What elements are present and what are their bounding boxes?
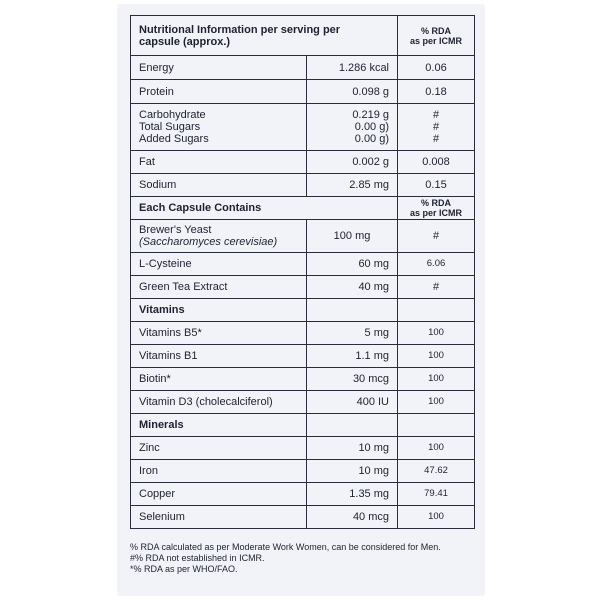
section-title: Vitamins: [131, 299, 307, 322]
nutrition-table: [130, 15, 475, 529]
footnotes: [130, 542, 480, 575]
nutrient-rda: 0.18: [398, 80, 475, 104]
rda-header: % RDA as per ICMR: [398, 197, 475, 220]
vitamin-name: Vitamins B1: [131, 345, 307, 368]
ingredient-value: 40 mg: [307, 276, 398, 299]
table-row: [131, 506, 475, 529]
table-row: [131, 253, 475, 276]
section-header-row: [131, 197, 475, 220]
mineral-rda: 100: [398, 437, 475, 460]
nutrient-rda: 0.06: [398, 56, 475, 80]
nutrient-rda: 0.008: [398, 151, 475, 174]
table-row: [131, 460, 475, 483]
mineral-value: 40 mcg: [307, 506, 398, 529]
vitamin-rda: 100: [398, 391, 475, 414]
ingredient-value: 100 mg: [307, 220, 398, 253]
section-header-row: [131, 414, 475, 437]
nutrient-name: Sodium: [131, 174, 307, 197]
ingredient-name: Green Tea Extract: [131, 276, 307, 299]
mineral-name: Selenium: [131, 506, 307, 529]
vitamin-value: 5 mg: [307, 322, 398, 345]
footnote: #% RDA not established in ICMR.: [130, 553, 265, 563]
table-row: [131, 368, 475, 391]
nutrient-value: 0.098 g: [307, 80, 398, 104]
vitamin-value: 400 IU: [307, 391, 398, 414]
table-row: [131, 322, 475, 345]
vitamin-rda: 100: [398, 368, 475, 391]
nutrient-value: 0.002 g: [307, 151, 398, 174]
mineral-name: Iron: [131, 460, 307, 483]
ingredient-rda: #: [398, 276, 475, 299]
nutrient-name: Fat: [131, 151, 307, 174]
table-row: [131, 151, 475, 174]
table-row: [131, 276, 475, 299]
rda-header: % RDA as per ICMR: [398, 16, 475, 56]
nutrient-name: Energy: [131, 56, 307, 80]
table-row: [131, 345, 475, 368]
carbohydrate-values: 0.219 g 0.00 g) 0.00 g): [307, 104, 398, 151]
vitamin-rda: 100: [398, 345, 475, 368]
nutrient-value: 1.286 kcal: [307, 56, 398, 80]
table-row: [131, 174, 475, 197]
nutrient-rda: 0.15: [398, 174, 475, 197]
carbohydrate-names: Carbohydrate Total Sugars Added Sugars: [131, 104, 307, 151]
table-title: Nutritional Information per serving per capsule (approx.): [131, 16, 398, 56]
mineral-name: Zinc: [131, 437, 307, 460]
nutrient-name: Protein: [131, 80, 307, 104]
table-row: [131, 104, 475, 151]
vitamin-name: Vitamin D3 (cholecalciferol): [131, 391, 307, 414]
vitamin-name: Biotin*: [131, 368, 307, 391]
vitamin-value: 1.1 mg: [307, 345, 398, 368]
table-row: [131, 80, 475, 104]
footnote: *% RDA as per WHO/FAO.: [130, 564, 238, 574]
mineral-name: Copper: [131, 483, 307, 506]
vitamin-rda: 100: [398, 322, 475, 345]
table-header-row: [131, 16, 475, 56]
footnote: % RDA calculated as per Moderate Work Women, can be considered for Men.: [130, 542, 441, 552]
mineral-rda: 47.62: [398, 460, 475, 483]
mineral-rda: 79.41: [398, 483, 475, 506]
section-header-row: [131, 299, 475, 322]
table-row: [131, 391, 475, 414]
ingredient-rda: #: [398, 220, 475, 253]
ingredient-rda: 6.06: [398, 253, 475, 276]
section-title: Minerals: [131, 414, 307, 437]
table-row: [131, 56, 475, 80]
section-title: Each Capsule Contains: [131, 197, 398, 220]
ingredient-value: 60 mg: [307, 253, 398, 276]
carbohydrate-rdas: # # #: [398, 104, 475, 151]
mineral-value: 10 mg: [307, 460, 398, 483]
mineral-value: 10 mg: [307, 437, 398, 460]
mineral-rda: 100: [398, 506, 475, 529]
table-row: [131, 220, 475, 253]
ingredient-name: Brewer's Yeast (Saccharomyces cerevisiae): [131, 220, 307, 253]
table-row: [131, 437, 475, 460]
mineral-value: 1.35 mg: [307, 483, 398, 506]
vitamin-value: 30 mcg: [307, 368, 398, 391]
ingredient-name: L-Cysteine: [131, 253, 307, 276]
table-row: [131, 483, 475, 506]
vitamin-name: Vitamins B5*: [131, 322, 307, 345]
nutrient-value: 2.85 mg: [307, 174, 398, 197]
